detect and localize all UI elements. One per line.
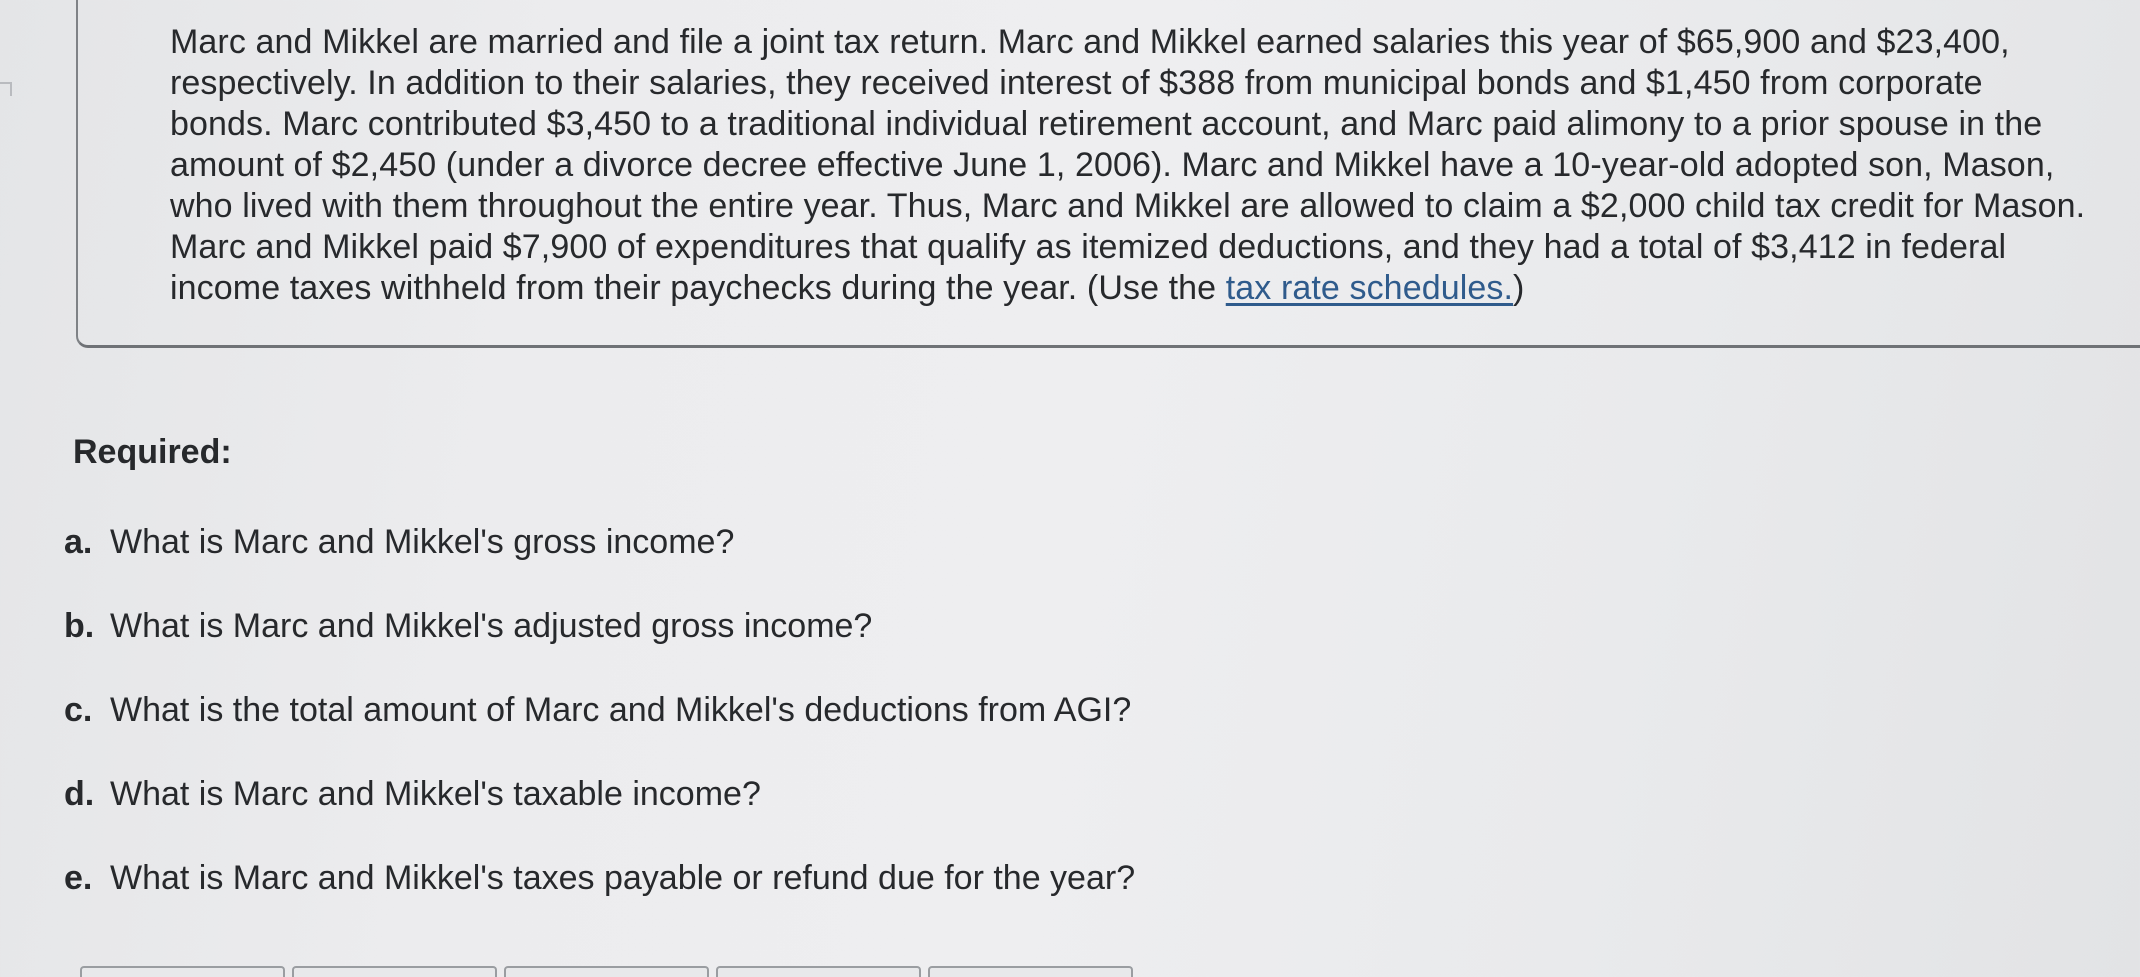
questions-list xyxy=(64,520,1135,940)
question-a xyxy=(64,520,1135,604)
question-text: What is Marc and Mikkel's taxable income? xyxy=(110,775,761,813)
required-heading: Required: xyxy=(73,433,232,471)
question-e xyxy=(64,856,1135,940)
question-text: What is Marc and Mikkel's taxes payable or refund due for the year? xyxy=(110,859,1136,897)
answer-tab-b[interactable] xyxy=(292,966,497,977)
question-text: What is Marc and Mikkel's gross income? xyxy=(110,523,735,561)
answer-tab-c[interactable] xyxy=(504,966,709,977)
question-letter: d. xyxy=(64,775,95,813)
question-letter: e. xyxy=(64,859,93,897)
question-d xyxy=(64,772,1135,856)
tax-rate-schedules-link[interactable]: tax rate schedules. xyxy=(1225,269,1514,307)
question-text: What is Marc and Mikkel's adjusted gross income? xyxy=(110,607,873,645)
answer-tab-e[interactable] xyxy=(928,966,1133,977)
problem-text-body: Marc and Mikkel are married and file a joint tax return. Marc and Mikkel earned salaries this year of $65,900 and $23,400, respectively. In addition to their salaries, they received interest of $388 from municipal bonds and $1,450 from corporate bonds. Marc contributed $3,450 to a traditional individual retirement account, and Marc paid alimony to a prior spouse in the amount of $2,450 (under a divorce decree effective June 1, 2006). Marc and Mikkel have a 10-year-old adopted son, Mason, who lived with them throughout the entire year. Thus, Marc and Mikkel are allowed to claim a $2,000 child tax credit for Mason. Marc and Mikkel paid $7,900 of expenditures that qualify as itemized deductions, and they had a total of $3,412 in federal income taxes withheld from their paychecks during the year. (Use the xyxy=(170,23,2086,307)
question-b xyxy=(64,604,1135,688)
question-c xyxy=(64,688,1135,772)
question-letter: a. xyxy=(64,523,93,561)
question-letter: b. xyxy=(64,607,95,645)
left-edge-tab-marker xyxy=(0,82,12,96)
question-text: What is the total amount of Marc and Mikkel's deductions from AGI? xyxy=(110,691,1132,729)
answer-tab-d[interactable] xyxy=(716,966,921,977)
problem-statement xyxy=(170,22,2090,309)
answer-tab-a[interactable] xyxy=(80,966,285,977)
question-letter: c. xyxy=(64,691,93,729)
problem-text-closing: ) xyxy=(1513,269,1525,307)
